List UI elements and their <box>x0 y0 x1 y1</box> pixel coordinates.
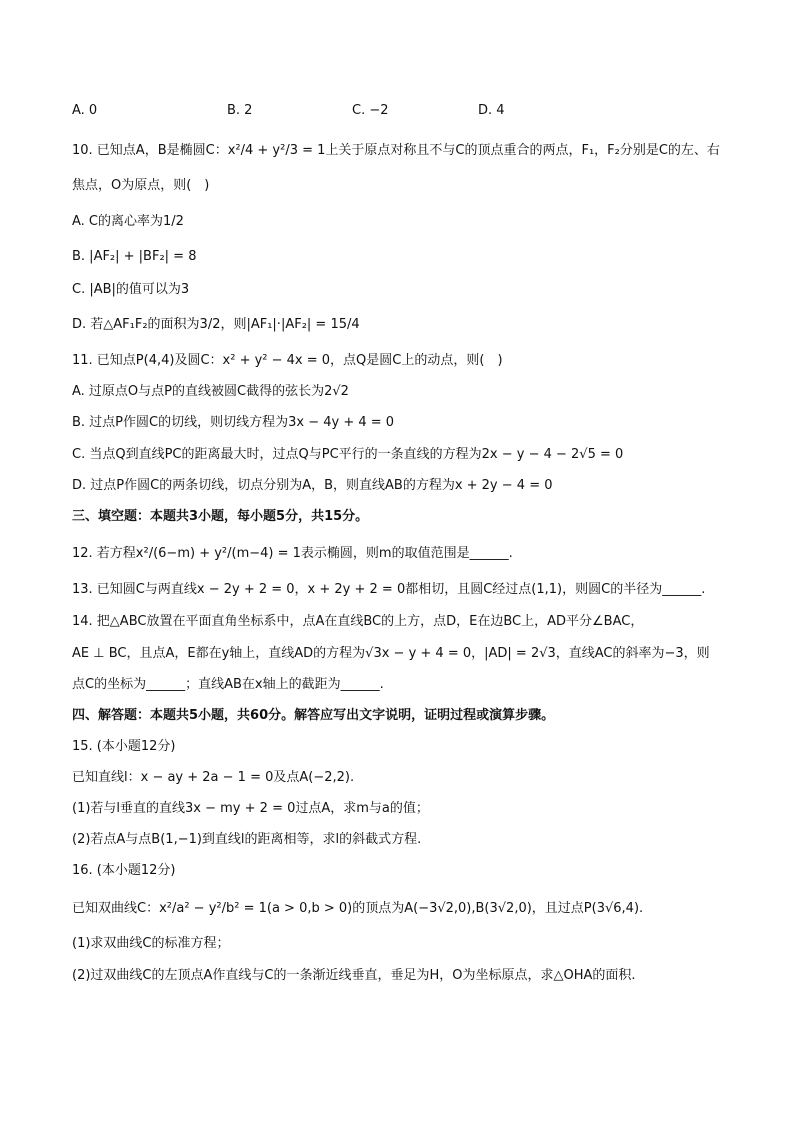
q9-option-b: B. 2 <box>227 103 253 118</box>
section3-header: 三、填空题：本题共3小题，每小题5分，共15分。 <box>72 509 369 524</box>
q16-part1: (1)求双曲线C的标准方程； <box>72 936 230 951</box>
q10-option-a: A. C的离心率为1/2 <box>72 214 184 229</box>
q14-line2: AE ⊥ BC，且点A，E都在y轴上，直线AD的方程为√3x − y + 4 = 0，|AD| = 2√3，直线AC的斜率为−3，则 <box>72 646 710 661</box>
q10-stem-line1: 10. 已知点A，B是椭圆C：x²/4 + y²/3 = 1上关于原点对称且不与C的顶点重合的两点，F₁，F₂分别是C的左、右 <box>72 143 720 158</box>
q9-option-a: A. 0 <box>72 103 98 118</box>
q15-stem: 已知直线l：x − ay + 2a − 1 = 0及点A(−2,2). <box>72 770 355 785</box>
q10-option-d: D. 若△AF₁F₂的面积为3/2，则|AF₁|·|AF₂| = 15/4 <box>72 317 360 332</box>
q15-title: 15. (本小题12分) <box>72 739 176 754</box>
q10-option-b: B. |AF₂| + |BF₂| = 8 <box>72 249 197 264</box>
q11-option-c: C. 当点Q到直线PC的距离最大时，过点Q与PC平行的一条直线的方程为2x − y − 4 − 2√5 = 0 <box>72 447 624 462</box>
q9-option-c: C. −2 <box>352 103 389 118</box>
q16-title: 16. (本小题12分) <box>72 863 176 878</box>
q12-stem: 12. 若方程x²/(6−m) + y²/(m−4) = 1表示椭圆，则m的取值范围是______. <box>72 546 513 561</box>
q14-line1: 14. 把△ABC放置在平面直角坐标系中，点A在直线BC的上方，点D，E在边BC上，AD平分∠BAC， <box>72 614 644 629</box>
q13-stem: 13. 已知圆C与两直线x − 2y + 2 = 0，x + 2y + 2 = 0都相切，且圆C经过点(1,1)，则圆C的半径为______. <box>72 582 706 597</box>
q16-stem: 已知双曲线C：x²/a² − y²/b² = 1(a > 0,b > 0)的顶点为A(−3√2,0),B(3√2,0)，且过点P(3√6,4). <box>72 901 644 916</box>
q9-options <box>72 103 672 121</box>
section4-header: 四、解答题：本题共5小题，共60分。解答应写出文字说明，证明过程或演算步骤。 <box>72 708 555 723</box>
q11-option-d: D. 过点P作圆C的两条切线，切点分别为A，B，则直线AB的方程为x + 2y − 4 = 0 <box>72 478 553 493</box>
q9-option-d: D. 4 <box>478 103 505 118</box>
q10-stem-line2: 焦点，O为原点，则( ) <box>72 178 210 193</box>
q14-line3: 点C的坐标为______；直线AB在x轴上的截距为______. <box>72 677 384 692</box>
q16-part2: (2)过双曲线C的左顶点A作直线与C的一条渐近线垂直，垂足为H，O为坐标原点，求△OHA的面积. <box>72 968 636 983</box>
q10-option-c: C. |AB|的值可以为3 <box>72 282 190 297</box>
q11-option-a: A. 过原点O与点P的直线被圆C截得的弦长为2√2 <box>72 384 349 399</box>
q15-part1: (1)若与l垂直的直线3x − my + 2 = 0过点A，求m与a的值； <box>72 801 429 816</box>
q11-option-b: B. 过点P作圆C的切线，则切线方程为3x − 4y + 4 = 0 <box>72 415 395 430</box>
q15-part2: (2)若点A与点B(1,−1)到直线l的距离相等，求l的斜截式方程. <box>72 832 422 847</box>
q11-stem: 11. 已知点P(4,4)及圆C：x² + y² − 4x = 0，点Q是圆C上的动点，则( ) <box>72 353 503 368</box>
